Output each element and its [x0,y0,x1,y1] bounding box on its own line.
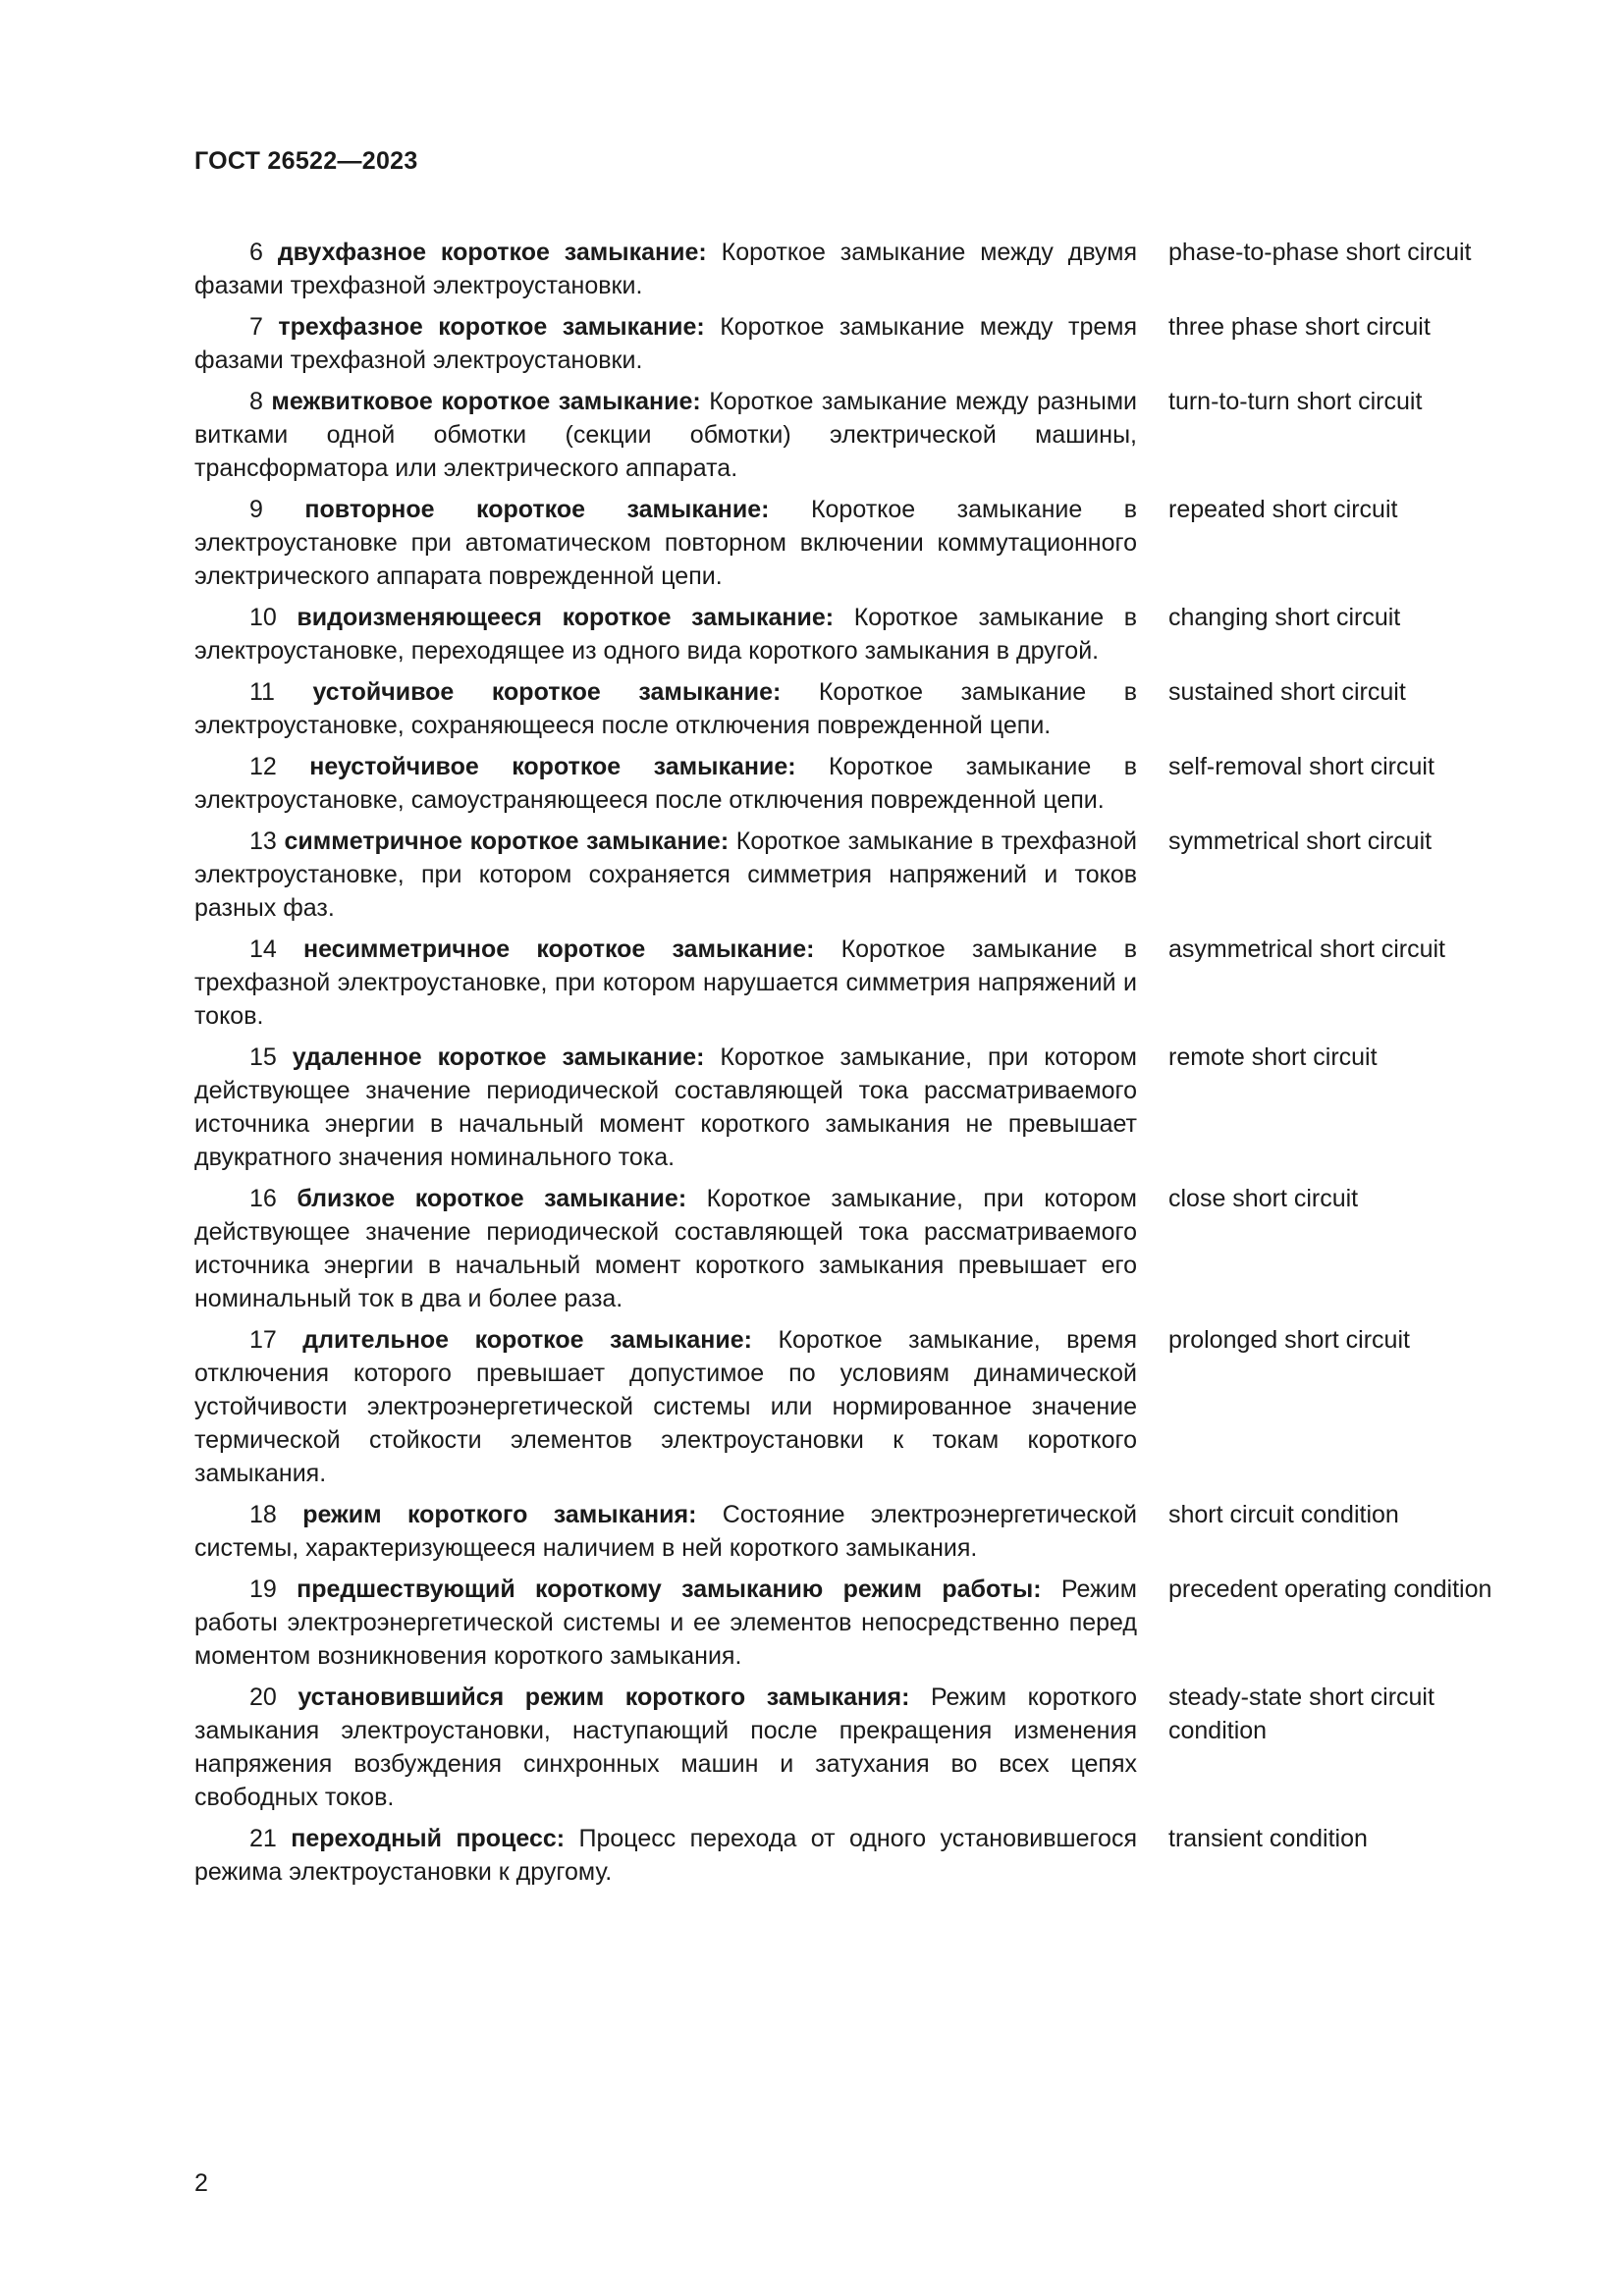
term-definition [194,1573,1137,1673]
term-name: длительное короткое замыкание: [302,1326,752,1354]
term-definition [194,493,1137,593]
term-definition [194,1681,1137,1814]
term-entry [194,933,1549,1033]
term-english: changing short circuit [1168,604,1401,631]
term-english: phase-to-phase short circuit [1168,239,1472,266]
term-definition [194,675,1137,742]
term-definition [194,825,1137,925]
term-english: sustained short circuit [1168,678,1406,706]
term-entry [194,1041,1549,1174]
term-text: Короткое замыкание между разными витками одной обмотки (секции обмотки) электрической машины, трансформатора или электрического аппарата. [194,388,1137,482]
term-text: Короткое замыкание в электроустановке, сохраняющееся после отключения поврежденной цепи. [194,678,1137,739]
term-text: Режим короткого замыкания электроустановки, наступающий после прекращения изменения напряжения возбуждения синхронных машин и затухания во всех цепях свободных токов. [194,1683,1138,1811]
term-number: 19 [249,1575,277,1603]
term-text: Короткое замыкание, при котором действующее значение периодической составляющей тока рассматриваемого источника энергии в начальный момент короткого замыкания не превышает двукратного значения номинального тока. [194,1043,1137,1171]
term-english: turn-to-turn short circuit [1168,388,1423,415]
term-english: close short circuit [1168,1185,1359,1212]
term-number: 9 [249,496,263,523]
term-name: межвитковое короткое замыкание: [271,388,701,415]
term-definition [194,1182,1137,1315]
term-name: трехфазное короткое замыкание: [278,313,705,341]
term-definition [194,750,1137,817]
term-text: Короткое замыкание в электроустановке при автоматическом повторном включении коммутационного электрического аппарата поврежденной цепи. [194,496,1138,590]
term-name: симметричное короткое замыкание: [284,828,730,855]
term-text: Короткое замыкание между тремя фазами трехфазной электроустановки. [194,313,1138,374]
term-number: 7 [249,313,263,341]
page-number: 2 [194,2169,208,2197]
term-name: повторное короткое замыкание: [304,496,770,523]
document-code: ГОСТ 26522—2023 [194,147,418,175]
term-entry [194,1573,1549,1673]
term-entry [194,310,1549,377]
term-name: несимметричное короткое замыкание: [302,935,815,963]
term-number: 15 [249,1043,277,1071]
term-english: steady-state short circuit condition [1168,1683,1435,1744]
term-entry [194,825,1549,925]
term-english: short circuit condition [1168,1501,1399,1528]
term-number: 16 [249,1185,277,1212]
term-entry [194,675,1549,742]
term-english: precedent operating condition [1168,1575,1492,1603]
term-text: Короткое замыкание в трехфазной электроустановке, при котором нарушается симметрия напряжений и токов. [194,935,1137,1030]
term-entry [194,1498,1549,1565]
term-number: 20 [249,1683,277,1711]
term-name: видоизменяющееся короткое замыкание: [297,604,835,631]
term-entry [194,1323,1549,1490]
term-english: asymmetrical short circuit [1168,935,1445,963]
term-definition [194,933,1137,1033]
term-name: близкое короткое замыкание: [297,1185,687,1212]
term-number: 21 [249,1825,277,1852]
term-name: установившийся режим короткого замыкания: [298,1683,910,1711]
term-definition [194,1323,1137,1490]
term-definition [194,385,1137,485]
term-definition [194,1822,1137,1889]
term-name: неустойчивое короткое замыкание: [309,753,796,780]
term-english: symmetrical short circuit [1168,828,1433,855]
term-text: Короткое замыкание между двумя фазами трехфазной электроустановки. [194,239,1138,299]
term-entry [194,750,1549,817]
term-text: Короткое замыкание, при котором действующее значение периодической составляющей тока рассматриваемого источника энергии в начальный момент короткого замыкания превышает его номинальный ток в два и более раза. [194,1185,1137,1312]
term-english: self-removal short circuit [1168,753,1435,780]
term-entry [194,1182,1549,1315]
term-number: 8 [249,388,263,415]
term-entry [194,1681,1549,1814]
term-name: удаленное короткое замыкание: [292,1043,705,1071]
term-number: 14 [249,935,277,963]
term-name: режим короткого замыкания: [302,1501,697,1528]
term-english: prolonged short circuit [1168,1326,1410,1354]
term-number: 12 [249,753,277,780]
term-name: устойчивое короткое замыкание: [312,678,782,706]
term-text: Короткое замыкание в трехфазной электроустановке, при котором сохраняется симметрия напряжений и токов разных фаз. [194,828,1138,922]
term-entry [194,493,1549,593]
term-number: 11 [249,678,275,706]
term-entry [194,601,1549,667]
term-number: 6 [249,239,263,266]
terms-list [194,236,1549,1896]
term-definition [194,1498,1137,1565]
term-text: Состояние электроэнергетической системы, характеризующееся наличием в ней короткого замыкания. [194,1501,1138,1562]
term-number: 17 [249,1326,277,1354]
term-definition [194,1041,1137,1174]
term-name: двухфазное короткое замыкание: [277,239,707,266]
term-text: Режим работы электроэнергетической системы и ее элементов непосредственно перед моментом возникновения короткого замыкания. [194,1575,1137,1670]
term-entry [194,236,1549,302]
term-definition [194,310,1137,377]
term-number: 10 [249,604,277,631]
term-text: Процесс перехода от одного установившегося режима электроустановки к другому. [194,1825,1137,1886]
term-english: repeated short circuit [1168,496,1398,523]
term-english: transient condition [1168,1825,1368,1852]
term-entry [194,1822,1549,1889]
term-text: Короткое замыкание в электроустановке, переходящее из одного вида короткого замыкания в другой. [194,604,1137,665]
term-definition [194,601,1137,667]
term-number: 18 [249,1501,277,1528]
term-name: предшествующий короткому замыканию режим работы: [297,1575,1042,1603]
term-text: Короткое замыкание, время отключения которого превышает допустимое по условиям динамической устойчивости электроэнергетической системы или нормированное значение термической стойкости элементов электроустановки к токам короткого замыкания. [194,1326,1137,1487]
term-english: three phase short circuit [1168,313,1431,341]
term-name: переходный процесс: [291,1825,566,1852]
term-text: Короткое замыкание в электроустановке, самоустраняющееся после отключения поврежденной цепи. [194,753,1137,814]
term-number: 13 [249,828,277,855]
term-entry [194,385,1549,485]
term-english: remote short circuit [1168,1043,1378,1071]
term-definition [194,236,1137,302]
